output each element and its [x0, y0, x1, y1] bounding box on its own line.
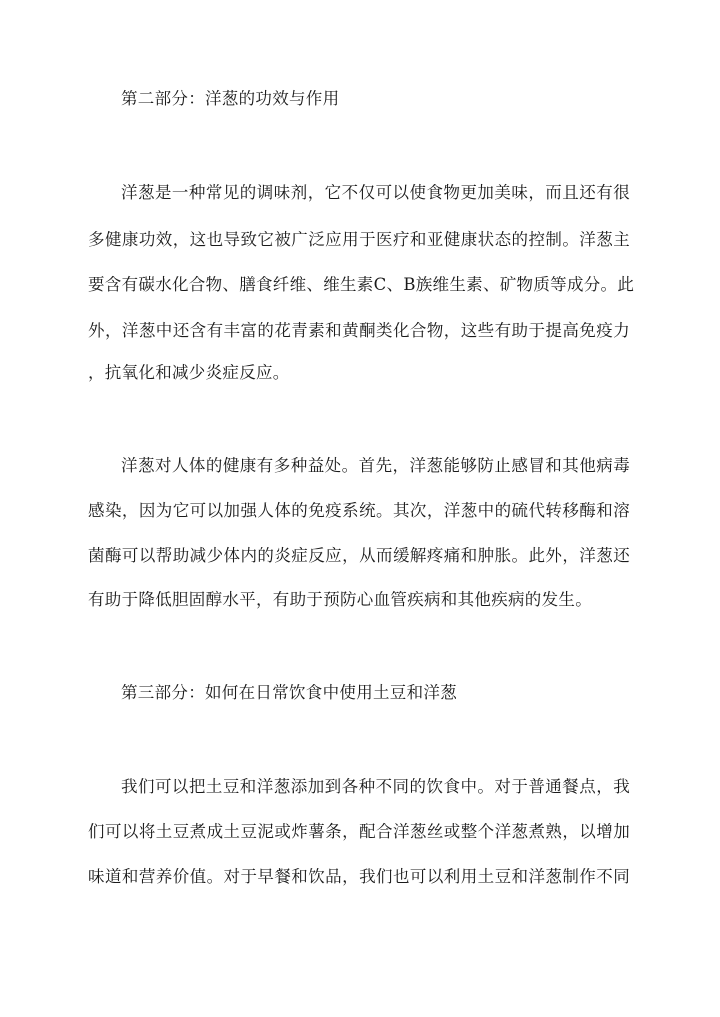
section-heading-daily-diet: 第三部分：如何在日常饮食中使用土豆和洋葱 — [121, 683, 457, 702]
paragraph-line: ，抗氧化和减少炎症反应。 — [88, 363, 290, 382]
paragraph-line: 要含有碳水化合物、膳食纤维、维生素C、B族维生素、矿物质等成分。此 — [88, 275, 635, 294]
paragraph-line: 多健康功效，这也导致它被广泛应用于医疗和亚健康状态的控制。洋葱主 — [88, 230, 630, 249]
section-heading-onion-benefits: 第二部分：洋葱的功效与作用 — [121, 89, 340, 108]
paragraph-line: 洋葱对人体的健康有多种益处。首先，洋葱能够防止感冒和其他病毒 — [121, 456, 630, 475]
paragraph-line: 们可以将土豆煮成土豆泥或炸薯条，配合洋葱丝或整个洋葱煮熟，以增加 — [88, 822, 630, 841]
paragraph-line: 洋葱是一种常见的调味剂，它不仅可以使食物更加美味，而且还有很 — [121, 183, 630, 202]
paragraph-line: 我们可以把土豆和洋葱添加到各种不同的饮食中。对于普通餐点，我 — [121, 777, 630, 796]
paragraph-line: 外，洋葱中还含有丰富的花青素和黄酮类化合物，这些有助于提高免疫力 — [88, 321, 630, 340]
paragraph-line: 味道和营养价值。对于早餐和饮品，我们也可以利用土豆和洋葱制作不同 — [88, 867, 630, 886]
paragraph-line: 有助于降低胆固醇水平，有助于预防心血管疾病和其他疾病的发生。 — [88, 590, 592, 609]
paragraph-line: 菌酶可以帮助减少体内的炎症反应，从而缓解疼痛和肿胀。此外，洋葱还 — [88, 546, 630, 565]
paragraph-line: 感染，因为它可以加强人体的免疫系统。其次，洋葱中的硫代转移酶和溶 — [88, 501, 630, 520]
